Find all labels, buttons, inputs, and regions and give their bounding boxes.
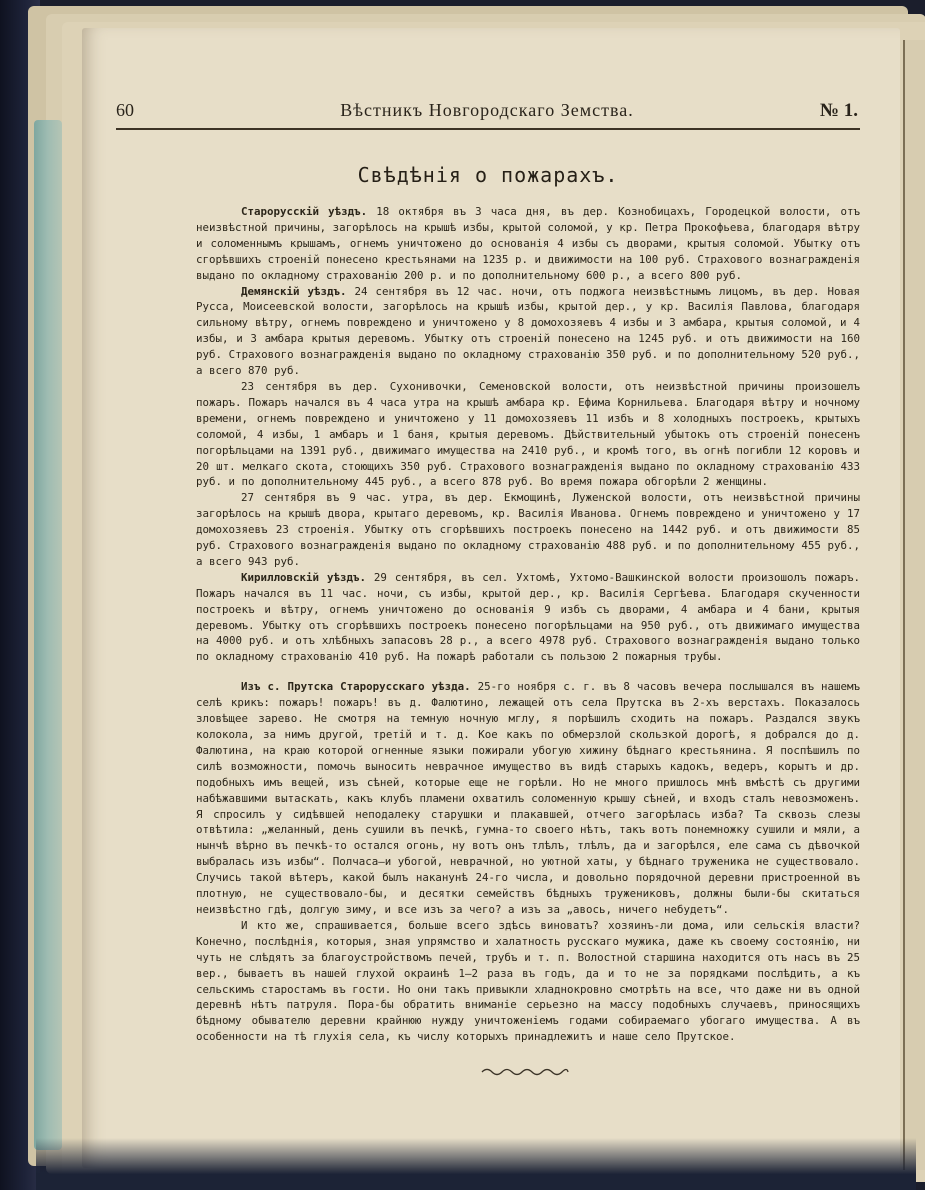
letter-paragraph-1 xyxy=(196,679,860,918)
paragraph-text: 23 сентября въ дер. Сухонивочки, Семеновской волости, отъ неизвѣстной причины произошелъ пожаръ. Пожаръ начался въ 4 часа утра на крышѣ амбара кр. Ефима Корнильева. Благодаря вѣтру и ночному времени, огнемъ повреждено и уничтожено у 11 домохозяевъ 11 избъ и 8 холодныхъ построекъ, крытыхъ соломой, 4 избы, 1 амбаръ и 1 баня, крытыя деревомъ. Дѣйствительный убытокъ отъ строеній понесенъ погорѣльцами на 1391 руб., движимаго имущества на 2410 руб., и кромѣ того, въ огнѣ погибли 12 коровъ и 20 шт. мелкаго скота, стоющихъ 350 руб. Страхового вознагражденія выдано по окладному страхованію 433 руб. и по дополнительному 445 руб., а всего 878 руб. Во время пожара обгорѣли 2 женщины. xyxy=(196,379,860,489)
section-gap xyxy=(196,665,860,679)
letter-paragraph-2 xyxy=(196,918,860,1045)
paragraph-text: 24 сентября въ 12 час. ночи, отъ поджога неизвѣстнымъ лицомъ, въ дер. Новая Русса, Моисеевской волости, загорѣлось на крышѣ избы, крытой дер., у кр. Василія Павлова, благодаря сильному вѣтру, огнемъ повреждено и уничтожено у 8 домохозяевъ 4 избы и 3 амбара, крытыя соломой, и 4 избы, и 3 амбара крытыя деревомъ. Убытку отъ строеній понесено на 1245 руб. и отъ движимости на 160 руб. Страхового вознагражденія выдано по окладному страхованію 350 руб. и по дополнительному 520 руб., а всего 870 руб. xyxy=(196,284,860,378)
bookmark-strip xyxy=(34,120,62,1150)
paragraph-lead: Демянскій уѣздъ. xyxy=(241,284,347,298)
letter-text: И кто же, спрашивается, больше всего здѣсь виноватъ? хозяинъ-ли дома, или сельскія власти? Конечно, послѣднія, которыя, зная упрямство и халатность русскаго мужика, даже къ своему состоянію, ни чуть не слѣдятъ за благоустройствомъ печей, трубъ и т. п. Волостной старшина находится отъ насъ въ 25 вер., бываетъ въ нашей глухой окраинѣ 1—2 раза въ годъ, да и то не за порядками послѣдить, а къ сельскимъ старостамъ въ гости. Но они такъ привыкли хладнокровно смотрѣть на все, что даже ни въ одной деревнѣ нѣтъ патруля. Пора-бы обратить вниманіе серьезно на массу подобныхъ случаевъ, приносящихъ бѣдному обывателю деревни крайнюю нужду уничтоженіемъ годами собираемаго убогаго имущества. А въ особенности на тѣ глухія села, къ числу которыхъ принадлежитъ и наше село Прутское. xyxy=(196,918,860,1044)
paragraph-sukhonivochki xyxy=(196,379,860,490)
book-bottom-edge xyxy=(36,1138,916,1190)
article-body xyxy=(196,204,860,1045)
paragraph-demyansky xyxy=(196,284,860,379)
facing-page-edge xyxy=(903,40,925,1170)
paragraph-starorussky xyxy=(196,204,860,284)
journal-title: Вѣстникъ Новгородскаго Земства. xyxy=(340,100,634,120)
paragraph-text: 29 сентября, въ сел. Ухтомѣ, Ухтомо-Вашкинской волости произошолъ пожаръ. Пожаръ начался въ 11 час. ночи, съ избы, крытой дер., кр. Василія Сергѣева. Благодаря скученности построекъ и вѣтру, огнемъ уничтожено до основанія 9 избъ съ дворами, 4 амбара и 4 бани, крытыя деревомъ. Убытку отъ сгорѣвшихъ построекъ понесено погорѣльцами на 950 руб., отъ движимаго имущества на 4000 руб. и отъ хлѣбныхъ запасовъ 28 р., а всего 4978 руб. Страхового вознагражденія выдано только по окладному страхованію 410 руб. На пожарѣ работали съ пользою 2 пожарныя трубы. xyxy=(196,570,860,664)
paragraph-lead: Старорусскій уѣздъ. xyxy=(241,205,368,218)
letter-lead: Изъ с. Прутска Старорусскаго уѣзда. xyxy=(241,680,471,694)
header-rule xyxy=(116,128,860,130)
end-ornament xyxy=(480,1066,570,1078)
running-header xyxy=(116,100,858,130)
paragraph-ekmoshchina xyxy=(196,490,860,570)
issue-number: № 1. xyxy=(819,100,858,121)
paragraph-lead: Кирилловскій уѣздъ. xyxy=(241,570,366,584)
paragraph-text: 27 сентября въ 9 час. утра, въ дер. Екмощинѣ, Луженской волости, отъ неизвѣстной причины загорѣлось на крышѣ двора, крытаго деревомъ, кр. Василія Иванова. Огнемъ повреждено и уничтожено у 17 домохозяевъ 23 строенія. Убытку отъ сгорѣвшихъ построекъ понесено на 1442 руб. и отъ движимости 85 руб. Страхового вознагражденія выдано по окладному страхованію 488 руб. и по дополнительному 455 руб., а всего 943 руб. xyxy=(196,491,860,568)
letter-text: 25-го ноября с. г. въ 8 часовъ вечера послышался въ нашемъ селѣ крикъ: пожаръ! пожаръ! въ д. Фалютино, лежащей отъ села Прутска въ 2-хъ верстахъ. Показалось зловѣщее зарево. Не смотря на темную ночную мглу, я порѣшилъ сходить на пожаръ. Раздался звукъ колокола, за нимъ другой, третій и т. д. Кое какъ по обмерзлой скользкой дорогѣ, я добрался до д. Фалютина, на краю которой огненные языки пожирали убогую хижину бѣднаго крестьянина. Я поспѣшилъ по силѣ возможности, помочь выносить неврачное имущество въ видѣ старыхъ кадокъ, ведеръ, корытъ и др. подобныхъ имъ вещей, изъ сѣней, которые еще не горѣли. Но не много пришлось мнѣ вмѣстѣ съ другими набѣжавшими вытаскать, какъ клубъ пламени охватилъ соломенную крышу сѣней, и входъ сталъ невозможенъ. Я спросилъ у сидѣвшей неподалеку старушки и плакавшей, отчего загорѣлась изба? Та сквозь слезы отвѣтила: „желанный, день сушили въ печкѣ, гумна-то своего нѣтъ, такъ вотъ понемножку сушили и мяли, а нынчѣ вѣрно въ печкѣ-то остался огонь, ну вотъ онъ тлѣлъ, тлѣлъ, да и загорѣлся, еле сама съ дѣвочкой выбралась изъ избы“. Полчаса—и убогой, неврачной, но уютной хаты, у бѣднаго труженика не существовало. Случись такой вѣтеръ, какой былъ наканунѣ 24-го числа, и довольно порядочной деревни пристроенной въ плотную, не существовало-бы, и десятки семействъ бѣдныхъ тружениковъ, должны были-бы скитаться неизвѣстно гдѣ, долгую зиму, и все изъ за чего? а изъ за „авось, ничего небудетъ“. xyxy=(196,680,860,916)
paragraph-text: 18 октября въ 3 часа дня, въ дер. Кознобицахъ, Городецкой волости, отъ неизвѣстной причины, загорѣлось на крышѣ избы, крытой соломой, у кр. Петра Прокофьева, благодаря вѣтру и соломеннымъ крышамъ, огнемъ уничтожено до основанія 4 избы съ дворами, крытыя соломой. Убытку отъ сгорѣвшихъ строеній понесено крестьянами на 1235 р. и движимости на 100 руб. Страхового вознагражденія выдано по окладному страхованію 200 р. и по дополнительному 600 р., а всего 800 руб. xyxy=(196,205,860,282)
article-title: Свѣдѣнія о пожарахъ. xyxy=(357,163,619,187)
paragraph-kirillovsky xyxy=(196,570,860,665)
page-number: 60 xyxy=(116,100,134,120)
